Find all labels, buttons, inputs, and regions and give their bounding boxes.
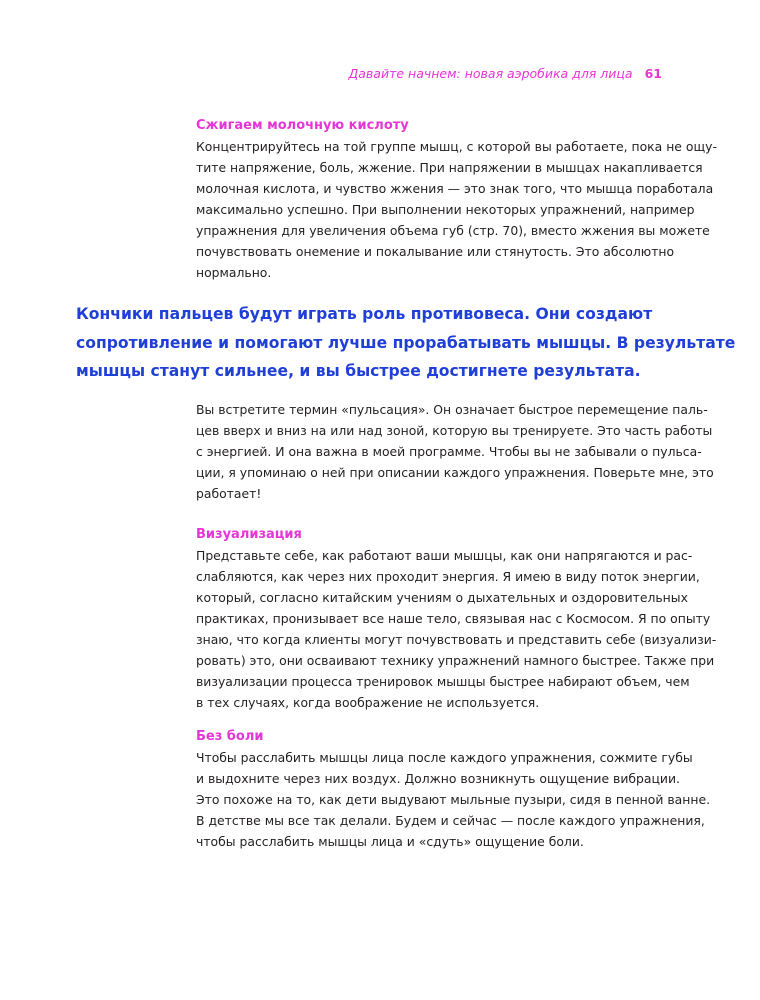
- body-line: слабляются, как через них проходит энергия. Я имею в виду поток энергии,: [196, 569, 700, 584]
- pull-quote-line: Кончики пальцев будут играть роль противовеса. Они создают: [76, 305, 653, 323]
- body-line: работает!: [196, 486, 262, 501]
- body-line: Представьте себе, как работают ваши мышцы, как они напрягаются и рас-: [196, 548, 693, 563]
- pull-quote: [76, 300, 736, 386]
- body-line: ровать) это, они осваивают технику упражнений намного быстрее. Также при: [196, 653, 715, 668]
- body-line: практиках, пронизывает все наше тело, связывая нас с Космосом. Я по опыту: [196, 611, 711, 626]
- body-line: знаю, что когда клиенты могут почувствовать и представить себе (визуализи-: [196, 632, 717, 647]
- body-line: визуализации процесса тренировок мышцы быстрее набирают объем, чем: [196, 674, 690, 689]
- body-line: Концентрируйтесь на той группе мышц, с которой вы работаете, пока не ощу-: [196, 139, 717, 154]
- body-line: с энергией. И она важна в моей программе. Чтобы вы не забывали о пульса-: [196, 444, 702, 459]
- section-lactic-acid: [196, 115, 717, 283]
- pull-quote-line: сопротивление и помогают лучше прорабатывать мышцы. В результате: [76, 333, 736, 352]
- section-heading: Визуализация: [196, 527, 302, 542]
- body-line: Это похоже на то, как дети выдувают мыльные пузыри, сидя в пенной ванне.: [196, 792, 711, 807]
- section-pulsation: [196, 399, 714, 504]
- body-line: почувствовать онемение и покалывание или стянутость. Это абсолютно: [196, 244, 675, 259]
- body-line: молочная кислота, и чувство жжения — это знак того, что мышца поработала: [196, 181, 714, 196]
- body-line: тите напряжение, боль, жжение. При напряжении в мышцах накапливается: [196, 160, 703, 175]
- body-line: который, согласно китайским учениям о дыхательных и оздоровительных: [196, 590, 688, 605]
- body-line: В детстве мы все так делали. Будем и сейчас — после каждого упражнения,: [196, 813, 705, 828]
- body-line: и выдохните через них воздух. Должно возникнуть ощущение вибрации.: [196, 771, 680, 786]
- body-line: цев вверх и вниз на или над зоной, которую вы тренируете. Это часть работы: [196, 423, 713, 438]
- body-line: Чтобы расслабить мышцы лица после каждого упражнения, сожмите губы: [196, 750, 693, 765]
- pull-quote-line: мышцы станут сильнее, и вы быстрее достигнете результата.: [76, 362, 641, 380]
- page-number: 61: [644, 66, 662, 81]
- section-no-pain: [196, 726, 711, 852]
- section-heading: Без боли: [196, 729, 264, 744]
- section-heading: Сжигаем молочную кислоту: [196, 118, 409, 133]
- body-line: в тех случаях, когда воображение не используется.: [196, 695, 540, 710]
- section-visualization: [196, 524, 717, 713]
- running-head: [349, 66, 663, 81]
- body-line: нормально.: [196, 265, 272, 280]
- body-line: чтобы расслабить мышцы лица и «сдуть» ощущение боли.: [196, 834, 584, 849]
- body-line: упражнения для увеличения объема губ (стр. 70), вместо жжения вы можете: [196, 223, 710, 238]
- body-line: Вы встретите термин «пульсация». Он означает быстрое перемещение паль-: [196, 402, 708, 417]
- body-line: ции, я упоминаю о ней при описании каждого упражнения. Поверьте мне, это: [196, 465, 714, 480]
- body-line: максимально успешно. При выполнении некоторых упражнений, например: [196, 202, 695, 217]
- running-head-title: Давайте начнем: новая аэробика для лица: [348, 66, 633, 81]
